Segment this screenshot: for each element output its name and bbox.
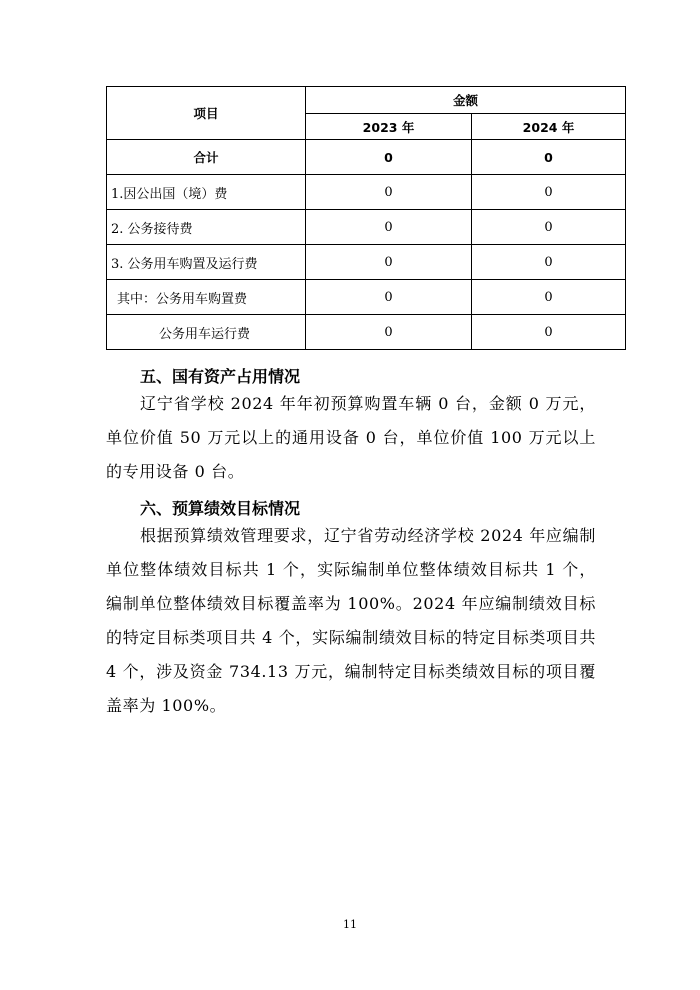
row-value-2024: 0 (472, 175, 626, 210)
table-row (107, 175, 626, 210)
row-value-2023: 0 (306, 175, 472, 210)
table-row (107, 315, 626, 350)
header-amount: 金额 (306, 87, 626, 114)
row-label: 其中：公务用车购置费 (107, 280, 306, 315)
row-value-2023: 0 (306, 210, 472, 245)
row-value-2024: 0 (472, 315, 626, 350)
table-row (107, 280, 626, 315)
row-label: 合计 (107, 140, 306, 175)
page-number: 11 (343, 918, 357, 931)
section-6-heading: 六、预算绩效目标情况 (140, 499, 301, 518)
header-year-2024: 2024 年 (472, 114, 626, 140)
row-value-2023: 0 (306, 280, 472, 315)
table-row (107, 245, 626, 280)
row-label: 2. 公务接待费 (107, 210, 306, 245)
row-value-2023: 0 (306, 140, 472, 175)
row-value-2023: 0 (306, 245, 472, 280)
section-5-heading: 五、国有资产占用情况 (140, 367, 301, 386)
row-label: 3. 公务用车购置及运行费 (107, 245, 306, 280)
row-value-2024: 0 (472, 245, 626, 280)
section-5-paragraph: 辽宁省学校 2024 年年初预算购置车辆 0 台，金额 0 万元，单位价值 50 万元以上的通用设备 0 台，单位价值 100 万元以上的专用设备 0 台。 (106, 394, 596, 481)
row-value-2023: 0 (306, 315, 472, 350)
row-label: 公务用车运行费 (107, 315, 306, 350)
header-year-2023: 2023 年 (306, 114, 472, 140)
section-6-paragraph: 根据预算绩效管理要求，辽宁省劳动经济学校 2024 年应编制单位整体绩效目标共 1 个，实际编制单位整体绩效目标共 1 个，编制单位整体绩效目标覆盖率为 100%。2024 年应编制绩效目标的特定目标类项目共 4 个，实际编制绩效目标的特定目标类项目共 4 个，涉及资金 734.13 万元，编制特定目标类绩效目标的项目覆盖率为 100%。 (106, 526, 596, 715)
row-label: 1.因公出国（境）费 (107, 175, 306, 210)
row-value-2024: 0 (472, 280, 626, 315)
table-row-total (107, 140, 626, 175)
header-item: 项目 (107, 87, 306, 140)
row-value-2024: 0 (472, 140, 626, 175)
expense-table (106, 86, 626, 350)
row-value-2024: 0 (472, 210, 626, 245)
table-row (107, 210, 626, 245)
